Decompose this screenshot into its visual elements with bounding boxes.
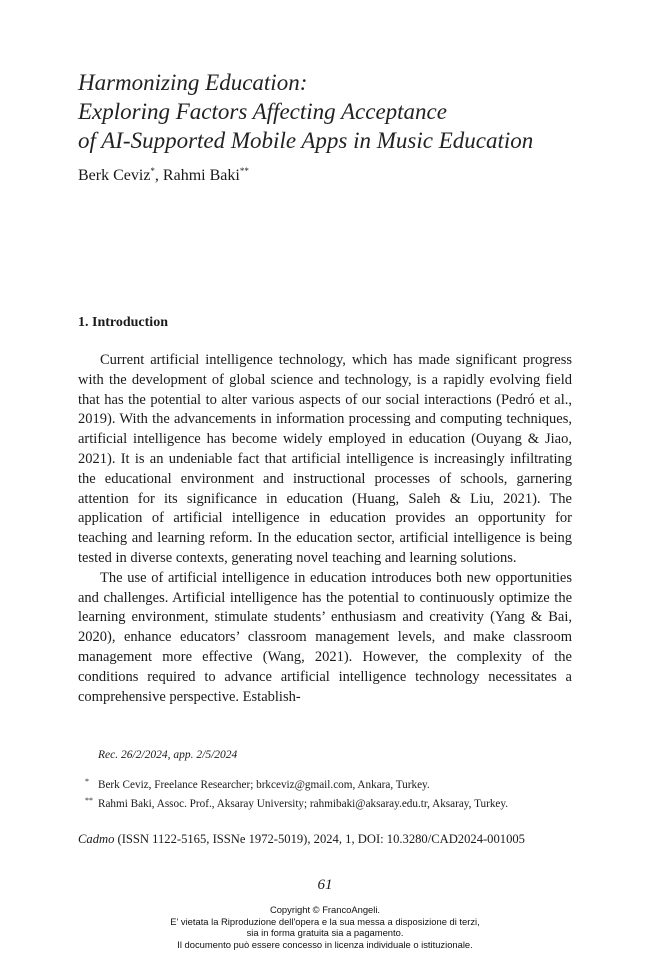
footnote-mark: ** xyxy=(85,796,93,805)
author-name: Berk Ceviz xyxy=(78,167,151,184)
received-date: Rec. 26/2/2024, app. 2/5/2024 xyxy=(98,749,238,761)
article-title xyxy=(78,68,598,155)
section-heading: 1. Introduction xyxy=(78,315,168,330)
footnotes xyxy=(85,776,588,814)
footnote-mark: * xyxy=(150,166,155,176)
title-line: Harmonizing Education: xyxy=(78,70,308,95)
journal-citation xyxy=(78,832,525,847)
body-text xyxy=(78,351,572,707)
author-list xyxy=(78,166,249,185)
footnote-mark: * xyxy=(85,777,89,786)
copyright-line: Il documento può essere concesso in licenza individuale o istituzionale. xyxy=(177,938,473,950)
paragraph: The use of artificial intelligence in education introduces both new opportunities and challenges. Artificial intelligence has the potential to continuously optimize the learning environment, stimulate students’ enthusiasm and creativity (Yang & Bai, 2020), enhance educators’ classroom management levels, and make classroom management more effective (Wang, 2021). However, the complexity of the conditions required to advance artificial intelligence technology necessitates a comprehensive perspective. Establish- xyxy=(78,569,572,705)
copyright-line: Copyright © FrancoAngeli. xyxy=(269,904,381,915)
page-number: 61 xyxy=(317,877,333,893)
copyright-notice xyxy=(0,904,650,950)
footnote-text: Berk Ceviz, Freelance Researcher; brkceviz@gmail.com, Ankara, Turkey. xyxy=(98,779,430,791)
copyright-line: sia in forma gratuita sia a pagamento. xyxy=(246,927,404,938)
journal-name: Cadmo xyxy=(78,832,115,846)
footnote xyxy=(85,776,588,795)
author-separator: , xyxy=(154,167,163,184)
title-line: Exploring Factors Affecting Acceptance xyxy=(78,99,447,124)
footnote xyxy=(85,795,588,814)
copyright-line: E' vietata la Riproduzione dell'opera e la sua messa a disposizione di terzi, xyxy=(170,915,480,927)
footnote-mark: ** xyxy=(239,166,249,176)
footnote-text: Rahmi Baki, Assoc. Prof., Aksaray University; rahmibaki@aksaray.edu.tr, Aksaray, Turkey. xyxy=(98,798,509,810)
paragraph: Current artificial intelligence technology, which has made significant progress with the development of global science and technology, is a rapidly evolving field that has the potential to alter various aspects of our social interactions (Pedró et al., 2019). With the advancements in information processing and computing techniques, artificial intelligence has become widely employed in education (Ouyang & Jiao, 2021). It is an undeniable fact that artificial intelligence is increasingly infiltrating the educational environment and instructional processes of schools, garnering attention for its significance in education (Huang, Saleh & Liu, 2021). The application of artificial intelligence in education provides an opportunity for teaching and learning reform. In the education sector, artificial intelligence is being tested in diverse contexts, generating novel teaching and learning solutions. xyxy=(78,352,572,566)
author-name: Rahmi Baki xyxy=(162,167,240,184)
journal-details: (ISSN 1122-5165, ISSNe 1972-5019), 2024, 1, DOI: 10.3280/CAD2024-001005 xyxy=(114,832,525,846)
title-line: of AI-Supported Mobile Apps in Music Education xyxy=(78,128,534,153)
